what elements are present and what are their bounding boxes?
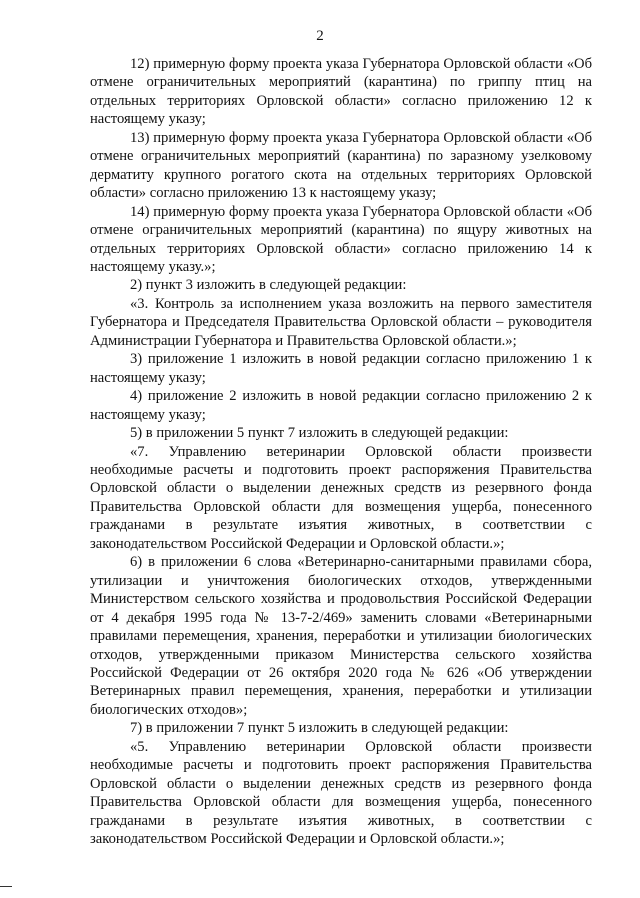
paragraph-item-12: 12) примерную форму проекта указа Губернатора Орловской области «Об отмене ограничительных мероприятий (карантина) по гриппу птиц на отдельных территориях Орловской области» согласно приложению 12 к настоящему указу;: [90, 56, 592, 128]
document-body: [90, 55, 592, 848]
margin-mark: [0, 886, 12, 887]
paragraph-point-6: 6) в приложении 6 слова «Ветеринарно-санитарными правилами сбора, утилизации и уничтожения биологических отходов, утвержденными Министерством сельского хозяйства и продовольствия Российской Федерации от 4 декабря 1995 года № 13-7-2/469» заменить словами «Ветеринарными правилами перемещения, хранения, переработки и утилизации биологических отходов, утвержденными приказом Министерства сельского хозяйства Российской Федерации от 26 октября 2020 года № 626 «Об утверждении Ветеринарных правил перемещения, хранения, переработки и утилизации биологических отходов»;: [90, 554, 592, 718]
paragraph-point-5: 5) в приложении 5 пункт 7 изложить в следующей редакции:: [130, 425, 509, 442]
paragraph-quote-3: «3. Контроль за исполнением указа возложить на первого заместителя Губернатора и Председателя Правительства Орловской области – руководителя Администрации Губернатора и Правительства Орловской области.»;: [90, 295, 592, 349]
paragraph-item-13: 13) примерную форму проекта указа Губернатора Орловской области «Об отмене ограничительных мероприятий (карантина) по заразному узелковому дерматиту крупного рогатого скота на отдельных территориях Орловской области» согласно приложению 13 к настоящему указу;: [90, 129, 592, 202]
paragraph-item-14: 14) примерную форму проекта указа Губернатора Орловской области «Об отмене ограничительных мероприятий (карантина) по ящуру животных на отдельных территориях Орловской области» согласно приложению 14 к настоящему указу.»;: [90, 203, 592, 275]
paragraph-point-7: 7) в приложении 7 пункт 5 изложить в следующей редакции:: [130, 720, 509, 737]
paragraph-quote-7: «7. Управлению ветеринарии Орловской области произвести необходимые расчеты и подготовить проект распоряжения Правительства Орловской области о выделении денежных средств из резервного фонда Правительства Орловской области для возмещения ущерба, понесенного гражданами в результате изъятия животных, в соответствии с законодательством Российской Федерации и Орловской области.»;: [90, 443, 592, 552]
paragraph-point-4: 4) приложение 2 изложить в новой редакции согласно приложению 2 к настоящему указу;: [90, 388, 592, 423]
paragraph-point-2: 2) пункт 3 изложить в следующей редакции:: [130, 277, 407, 294]
page-number: 2: [316, 28, 324, 44]
paragraph-quote-5: «5. Управлению ветеринарии Орловской области произвести необходимые расчеты и подготовить проект распоряжения Правительства Орловской области о выделении денежных средств из резервного фонда Правительства Орловской области для возмещения ущерба, понесенного гражданами в результате изъятия животных, в соответствии с законодательством Российской Федерации и Орловской области.»;: [90, 738, 592, 848]
paragraph-point-3: 3) приложение 1 изложить в новой редакции согласно приложению 1 к настоящему указу;: [90, 351, 592, 386]
